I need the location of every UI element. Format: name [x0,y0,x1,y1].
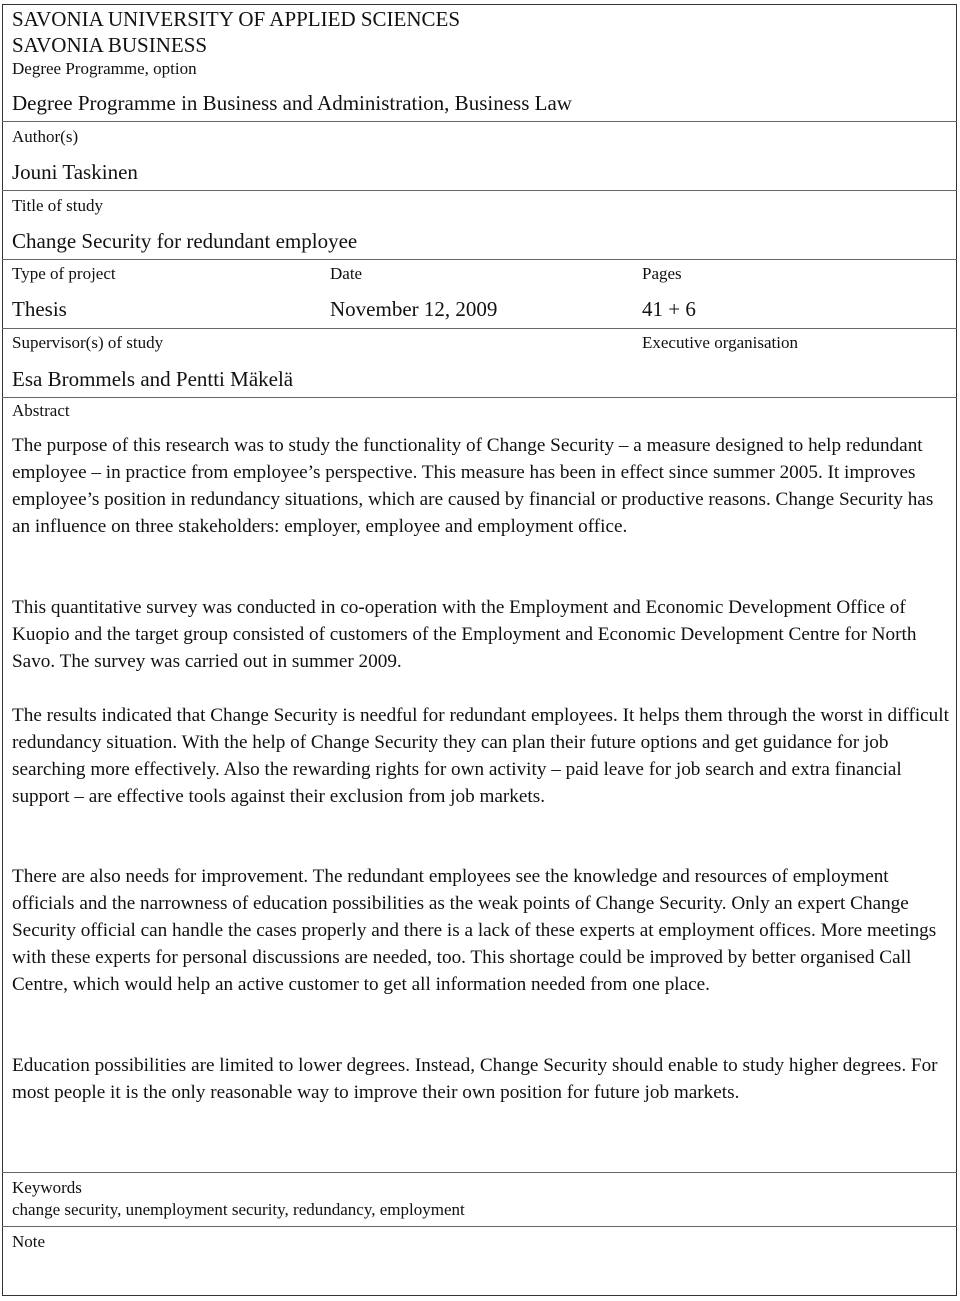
supervisor-value: Esa Brommels and Pentti Mäkelä [12,367,294,391]
type-label: Type of project [12,264,116,283]
date-value: November 12, 2009 [330,297,498,321]
abstract-paragraph: The purpose of this research was to study the functionality of Change Security – a measure designed to help redundant employee – in practice from employee’s perspective. This measure has been in effect since summer 2005. It improves employee’s position in redundancy situations, which are caused by financial or productive reasons. Change Security has an influence on three stakeholders: employer, employee and employment office. [12,435,934,537]
keywords-label: Keywords [12,1178,82,1197]
unit-name: SAVONIA BUSINESS [12,33,208,57]
author-value: Jouni Taskinen [12,160,138,184]
author-label: Author(s) [12,127,79,146]
divider [2,397,957,398]
keywords-value: change security, unemployment security, redundancy, employment [12,1200,465,1219]
divider [2,190,957,191]
divider [2,328,957,329]
programme-label: Degree Programme, option [12,59,197,78]
type-value: Thesis [12,297,67,321]
abstract-paragraph: Education possibilities are limited to lower degrees. Instead, Change Security should enable to study higher degrees. For most people it is the only reasonable way to improve their own position for future job markets. [12,1055,938,1103]
programme-value: Degree Programme in Business and Administration, Business Law [12,91,572,115]
executive-organisation-label: Executive organisation [642,333,798,352]
divider [2,121,957,122]
pages-value: 41 + 6 [642,297,696,321]
date-label: Date [330,264,363,283]
title-label: Title of study [12,196,104,215]
divider [2,1226,957,1227]
divider [2,1172,957,1173]
abstract-label: Abstract [12,401,70,420]
abstract-paragraph: There are also needs for improvement. The redundant employees see the knowledge and resources of employment officials and the narrowness of education possibilities as the weak points of Change Security. Only an expert Change Security official can handle the cases properly and there is a lack of these experts at employment offices. More meetings with these experts for personal discussions are needed, too. This shortage could be improved by better organised Call Centre, which would help an active customer to get all information needed from one place. [12,866,937,995]
supervisor-label: Supervisor(s) of study [12,333,164,352]
abstract-paragraph: This quantitative survey was conducted in co-operation with the Employment and Economic Development Office of Kuopio and the target group consisted of customers of the Employment and Economic Development Centre for North Savo. The survey was carried out in summer 2009. [12,597,917,672]
abstract-paragraph: The results indicated that Change Security is needful for redundant employees. It helps them through the worst in difficult redundancy situation. With the help of Change Security they can plan their future options and get guidance for job searching more effectively. Also the rewarding rights for own activity – paid leave for job search and extra financial support – are effective tools against their exclusion from job markets. [12,705,949,807]
university-name: SAVONIA UNIVERSITY OF APPLIED SCIENCES [12,7,461,31]
divider [2,259,957,260]
pages-label: Pages [642,264,682,283]
title-value: Change Security for redundant employee [12,229,358,253]
note-label: Note [12,1232,46,1251]
